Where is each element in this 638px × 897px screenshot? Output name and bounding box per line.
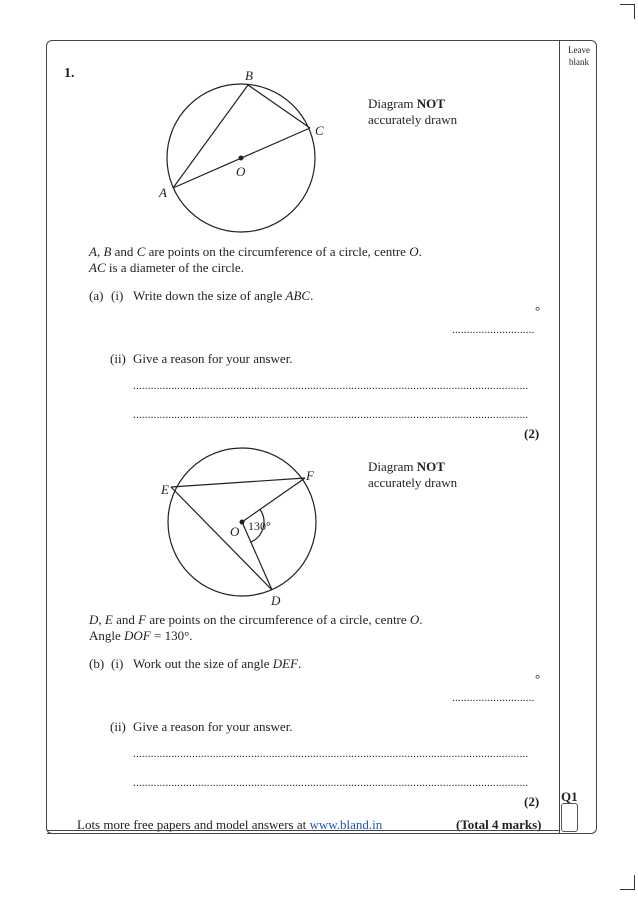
part-a-ii-answer-line-2[interactable]: ...................................................................................................................................... <box>133 409 529 421</box>
part-b-ii-answer-line-1[interactable]: ...................................................................................................................................... <box>133 748 529 760</box>
label-c: C <box>315 123 324 138</box>
chord-ef <box>171 478 305 487</box>
radius-of <box>242 478 305 522</box>
examiner-mark-box[interactable] <box>561 803 578 832</box>
part-a-i-answer-line[interactable]: ............................ <box>452 324 535 336</box>
part-b-ii-label: (ii) <box>110 719 126 734</box>
centre-point-2 <box>240 520 245 525</box>
diagram-note-2: Diagram NOT <box>368 459 445 474</box>
part-b-label: (b) <box>89 656 105 671</box>
part-a-stem-line2: AC is a diameter of the circle. <box>89 260 244 275</box>
part-a-ii-answer-line-1[interactable]: ...................................................................................................................................... <box>133 380 529 392</box>
label-o: O <box>236 164 246 179</box>
part-a-degree-symbol: ° <box>535 303 541 318</box>
footer-link[interactable]: www.bland.in <box>309 817 383 832</box>
footer-rule <box>47 830 559 831</box>
diagram-note-bold: NOT <box>416 96 445 111</box>
part-a-label: (a) <box>89 288 104 303</box>
diagram-note-text: Diagram <box>368 96 417 111</box>
leave-blank-label <box>561 44 597 68</box>
part-b-degree-symbol: ° <box>535 671 541 686</box>
question-number: 1. <box>64 66 75 81</box>
part-b-ii-answer-line-2[interactable]: ...................................................................................................................................... <box>133 777 529 789</box>
footer-rule-double <box>47 833 559 834</box>
label-d: D <box>271 593 281 608</box>
label-e: E <box>161 482 169 497</box>
part-a-ii-label: (ii) <box>110 351 126 366</box>
footer-text: Lots more free papers and model answers at www.bland.in <box>77 817 383 832</box>
crop-mark-top-right <box>620 4 635 19</box>
centre-point-1 <box>239 156 244 161</box>
part-a-stem-line1: A, B and C are points on the circumference of a circle, centre O. <box>89 244 422 259</box>
part-b-i-answer-line[interactable]: ............................ <box>452 692 535 704</box>
label-b: B <box>245 68 253 83</box>
total-marks: (Total 4 marks) <box>456 817 542 832</box>
diagram-note-1 <box>368 95 445 112</box>
diagram-note-2-line2: accurately drawn <box>368 475 458 490</box>
part-b-ii-question: Give a reason for your answer. <box>133 719 293 734</box>
question-id: Q1 <box>561 789 578 804</box>
crop-mark-bottom-right <box>620 875 635 890</box>
circle-diagram-2 <box>150 440 340 615</box>
angle-label-130: 130° <box>248 519 271 533</box>
part-b-marks: (2) <box>524 794 540 809</box>
chord-bc <box>248 85 310 128</box>
circle-diagram-1 <box>150 66 340 246</box>
part-b-i-label: (i) <box>111 656 124 671</box>
diagram-note-1-line2: accurately drawn <box>368 112 458 127</box>
part-a-ii-question: Give a reason for your answer. <box>133 351 293 366</box>
part-b-stem-line2: Angle DOF = 130°. <box>89 628 193 643</box>
blank-label: blank <box>569 57 589 67</box>
part-a-marks: (2) <box>524 426 540 441</box>
part-b-i-question: Work out the size of angle DEF. <box>133 656 302 671</box>
part-b-stem-line1: D, E and F are points on the circumference of a circle, centre O. <box>89 612 423 627</box>
label-o-2: O <box>230 524 240 539</box>
leave-blank-column-rule <box>559 41 560 833</box>
leave-label: Leave <box>568 45 590 55</box>
label-a: A <box>159 185 167 200</box>
part-a-i-label: (i) <box>111 288 124 303</box>
label-f: F <box>306 468 314 483</box>
part-a-i-question: Write down the size of angle ABC. <box>133 288 314 303</box>
